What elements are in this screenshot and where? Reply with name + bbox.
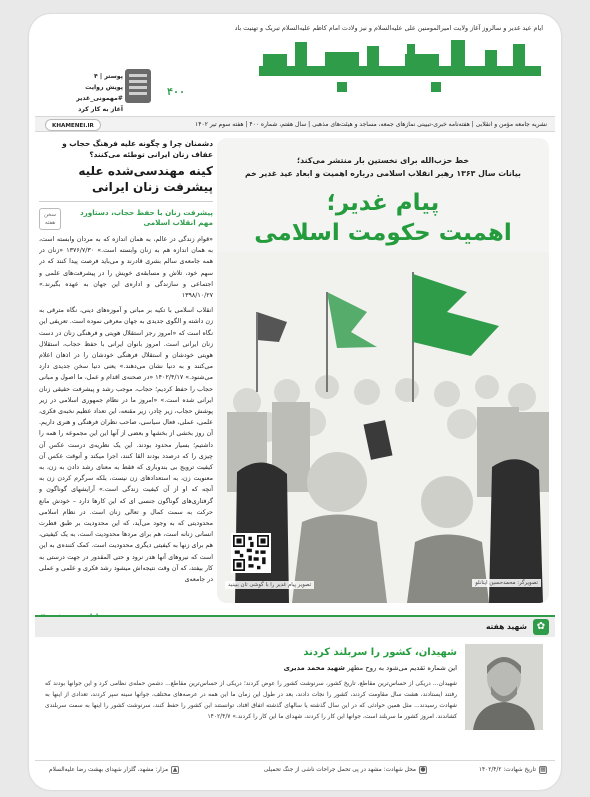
martyr-text: شهیدان... دریکی از حساس‌ترین مقاطع، تاریخ کشور، سرنوشت کشور را عوض کردند؛ دریکی از حساس‌ترین مقاطع... دشمن حمله‌ی نظامی کرد و این جوانها بودند که رفتند ایستادند، هشت سال مقاومت کردند، کشور را نجات دادند، بعد در طول این زمان ما این همه در عرصه‌های مختلف، جوانها سینه سپر کردند، تعدادی از اینها به شهادت رسیدند... مثل همین حوادثی که در این سال گذشته یا سالهای گذشته اتفاق افتاد، توانستند این کشور را حفظ کنند، سرنوشت کشور را اینها به سمت سربلندی کشاندند. امروز کشور ما سربلند است، جوانها این کار را کردند، شهدای ما این کار را کردند.» ۱۴۰۲/۴/۷ bbox=[45, 681, 457, 720]
feature-intro bbox=[217, 154, 549, 180]
illustration-credit: تصویرگر: محمدحسین اینانلو bbox=[472, 579, 541, 587]
martyrdom-date bbox=[479, 761, 547, 779]
martyr-dedication: این شماره تقدیم می‌شود به روح مطهر bbox=[347, 664, 457, 672]
location-icon: ● bbox=[420, 765, 426, 773]
burial-text: مزار: مشهد، گلزار شهدای بهشت رضا علیه‌السلام bbox=[49, 767, 169, 773]
tagline: ایام عید غدیر و سالروز آغاز ولایت امیرالمومنین علی علیه‌السلام و نیز ولادت امام کاظم علیه‌السلام تبریک و تهنیت باد bbox=[234, 24, 543, 32]
article-body: انقلاب اسلامی با تکیه بر مبانی و آموزه‌های دینی، نگاه مترقی به زن داشته و الگوی جدیدی به جهان معرفی نموده است. تعریفی این نگاه است که «امروز رجز استقلال هویتی و فرهنگی زنان در دست زنان ایرانی است. امروز بانوان ایرانی با حفظ حجاب، استقلال هویتی خودشان و استقلال فرهنگی خودشان را در اذهان اعلام می‌کنند و به دنیا نشان می‌دهند.» یعنی دنیا سخن جدیدی دارد می‌شنود.» ۱۴۰۲/۴/۱۷ «در صحنه‌ی اقدام و عمل، ما اصول و مبانی حجاب را حفظ کردیم؛ حجاب، موجب رشد و پیشرفت حقیقی زنان ایرانی شده است.» «امروز ما در نظام جمهوری اسلامی در زیر پوشش حجاب، زیر چادر، زیر مقنعه، این تعداد عظیم نخبه‌ی فکری، علمی، عملی، فعال سیاسی، صاحب نظران فرهنگی و هنری داریم. آن روز بخشی از بخشها و بعضی از آنها این این مجموعه را همه را داشتیم؛ بسیار محدود بودند. این یک نظریه‌ی درست عکس آن چیزی را که درصدد بودند القا کنند، اجرا میکند و آنوقت عکس آن کیفیت ترویج بی بندوباری که فقط به معنای رشد دادن به زن، به معنویت زن، به استعدادهای زن نیست، بلکه سرگرم کردن زن به آنچه که او از آن کیفیت زندگی است.» آرایشهای گوناگون و گرفتاری‌های گوناگون جنسی ای که این کارها دارد – خودش مانع حرکت به سمت کمال و تعالی زنان است. در نظام اسلامی محدودیتی که به وجود می‌آید، که این محدودیت بر طبق فطرت انسانی زنانه است، هم برای مردها محدودیت است، به یک کیفیتی، هم برای زنها به کیفیتی دیگری محدودیت است. کمک کننده‌ی به این است که نیروهای آنها هدر نرود و حتی المقدور در جهت درستی به کار بیفتد، که آن وقت نتیجه‌اش میشود رشد فکری و علمی و عملی در جامعه‌ی bbox=[39, 307, 213, 584]
feature-title[interactable]: پیام غدیر؛ bbox=[326, 190, 440, 216]
issue-card-icon bbox=[125, 69, 151, 103]
issue-number: ۴۰۰ bbox=[167, 87, 186, 98]
divider bbox=[39, 201, 213, 202]
issue-info-text: نشریه جامعه مؤمن و انقلابی | هفته‌نامه خبری-تبیینی نمازهای جمعه، مساجد و هیئت‌های مذهبی | سال هفتم، شماره ۴۰۰ | هفته سوم تیر ۱۴۰۲ bbox=[195, 121, 547, 128]
martyrdom-place bbox=[264, 761, 427, 779]
tomb-icon: ▲ bbox=[172, 765, 178, 773]
tulip-icon: ✿ bbox=[533, 619, 549, 635]
martyr-band-label: شهید هفته bbox=[485, 622, 527, 631]
side-note[interactable]: پویش روایت #مهمونی_غدیر bbox=[76, 84, 123, 102]
calendar-icon: ▦ bbox=[540, 765, 546, 773]
quote-body: «قوام زندگی در عالم، به همان اندازه که به مردان وابسته است، به همان اندازه هم به زنان وابسته است.» ۱۳۷۶/۷/۳۰ «زنان در همه جامعه‌ی سالم بشری قادرند و می‌باید فرصت پیدا کنند که در سهم خود، تلاش و مسابقه‌ی خویش را در پیشرفت‌های علمی و اجتماعی و سازندگی و اداره‌ی این جهان به عهده بگیرند.» ۱۳۹۸/۱۰/۲۷ bbox=[39, 236, 213, 300]
feature-intro-line: خط حزب‌الله برای نخستین بار منتشر می‌کند؛ bbox=[297, 156, 469, 165]
newspaper-page bbox=[29, 14, 561, 790]
feature-intro-line: بیانات سال ۱۳۶۳ رهبر انقلاب اسلامی درباره اهمیت و ابعاد عید غدیر خم bbox=[245, 169, 521, 178]
issue-info-bar bbox=[35, 116, 555, 132]
side-note: آغاز به کار کرد bbox=[78, 106, 123, 113]
masthead-logo bbox=[255, 36, 545, 98]
martyr-of-week bbox=[35, 615, 555, 749]
quote-title: پیشرفت زنان با حفظ حجاب، دستاورد مهم انقلاب اسلامی bbox=[79, 208, 213, 227]
martyr-name: شهید محمد مدیری bbox=[283, 664, 345, 672]
quote-tag: سخن هفته bbox=[39, 208, 61, 230]
article-headline[interactable]: کینه مهندسی‌شده علیه پیشرفت زنان ایرانی bbox=[78, 164, 213, 194]
feature-title[interactable]: اهمیت حکومت اسلامی bbox=[254, 220, 512, 246]
martyrdom-date-text: تاریخ شهادت: ۱۴۰۲/۴/۲ bbox=[478, 767, 536, 773]
site-badge[interactable]: KHAMENEI.IR bbox=[45, 119, 101, 131]
article-kicker: دشمنان چرا و چگونه علیه فرهنگ حجاب و عفاف زنان ایرانی توطئه می‌کنند؟ bbox=[62, 139, 213, 159]
feature-poster bbox=[217, 138, 549, 603]
martyr-subtitle bbox=[284, 664, 457, 672]
side-note: پوستر | ۴ bbox=[93, 73, 123, 80]
martyr-details-footer bbox=[35, 760, 555, 778]
qr-caption: تصویر پیام غدیر را با گوشی‌ تان ببینید bbox=[225, 581, 314, 589]
qr-code[interactable] bbox=[231, 533, 271, 573]
masthead-side-notes bbox=[43, 71, 123, 115]
martyr-title[interactable]: شهیدان، کشور را سربلند کردند bbox=[303, 647, 457, 658]
martyrdom-place-text: محل شهادت: مشهد در پی تحمل جراحات ناشی از جنگ تحمیلی bbox=[263, 767, 416, 773]
left-article bbox=[39, 138, 213, 610]
quote-header bbox=[39, 208, 213, 230]
martyr-band bbox=[35, 617, 555, 637]
burial-place bbox=[49, 761, 179, 779]
martyr-portrait bbox=[465, 644, 543, 730]
